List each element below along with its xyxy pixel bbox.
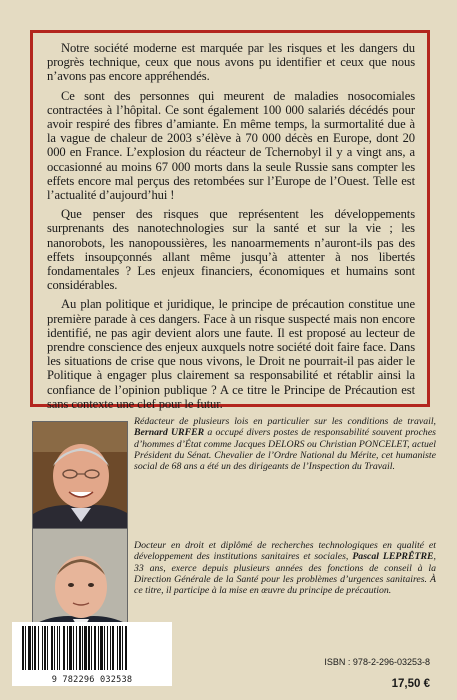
author-bio-1: Rédacteur de plusieurs lois en particulier sur les conditions de travail, Bernard URFER a occupé divers postes de responsabilité souvent proches d’hommes d’État comme Jacques DELORS ou Christian PONCELET, actuel Président du Sénat. Chevalier de l’Ordre National du Mérite, cet humaniste social de 68 ans a été un des dirigeants de l’Inspection du Travail. bbox=[134, 416, 436, 473]
barcode bbox=[12, 622, 172, 686]
summary-paragraph-4: Au plan politique et juridique, le principe de précaution constitue une première parade à ces dangers. Face à un risque suspecté mais non encore identifié, ne pas agir devient alors une faute. Il est proposé au lecteur de prendre conscience des enjeux auxquels notre société doit faire face. Dans les situations de crise que nous vivons, le Droit ne pourrait-il pas aider le Politique à engager plus clairement sa responsabilité et rétablir ainsi la confiance de l’opinion publique ? A ce titre le Principe de Précaution est sans contexte une clef pour le futur. bbox=[47, 297, 415, 411]
author-photo-1 bbox=[32, 421, 128, 537]
author-name-1: Bernard URFER bbox=[134, 427, 205, 439]
summary-paragraph-1: Notre société moderne est marquée par les risques et les dangers du progrès technique, ceux que nous avons pu identifier et ceux que nous n’avons pas encore appréhendés. bbox=[47, 41, 415, 84]
author-name-2: Pascal LEPRÊTRE bbox=[352, 551, 434, 563]
barcode-digits: 9 782296 032538 bbox=[51, 675, 133, 685]
price-label: 17,50 € bbox=[391, 678, 430, 690]
barcode-bars bbox=[12, 622, 172, 674]
summary-paragraph-3: Que penser des risques que représentent les développements surprenants des nanotechnologies sur la santé et sur la vie ; les nanorobots, les nanopoussières, les nanoarmements n’auront-ils pas des effets insoupçonnés allant même jusqu’à attenter à nos libertés fondamentales ? Les enjeux financiers, économiques et humains sont considérables. bbox=[47, 207, 415, 293]
author-bio-2: Docteur en droit et diplômé de recherches technologiques en qualité et développement des institutions sanitaires et sociales, Pascal LEPRÊTRE, 33 ans, exerce depuis plusieurs années des fonctions de conseil à la Direction Générale de la Santé pour les problèmes d’urgences sanitaires. À ce titre, il participe à la mise en œuvre du principe de précaution. bbox=[134, 540, 436, 597]
summary-paragraph-2: Ce sont des personnes qui meurent de maladies nosocomiales contractées à l’hôpital. Ce sont également 100 000 salariés décédés pour avoir respiré des fibres d’amiante. En même temps, la surmortalité due à la vague de chaleur de 2003 s’élève à 70 000 décès en Europe, dont 20 000 en France. L’explosion du réacteur de Tchernobyl il y a vingt ans, a occasionné au moins 67 000 morts dans la seule Russie sans compter les effets encore mal perçus des retombées sur l’Europe de l’Ouest. Telle est l’actualité d’aujourd’hui ! bbox=[47, 88, 415, 203]
summary-text-box bbox=[30, 30, 430, 411]
isbn-label: ISBN : 978-2-296-03253-8 bbox=[324, 657, 430, 667]
